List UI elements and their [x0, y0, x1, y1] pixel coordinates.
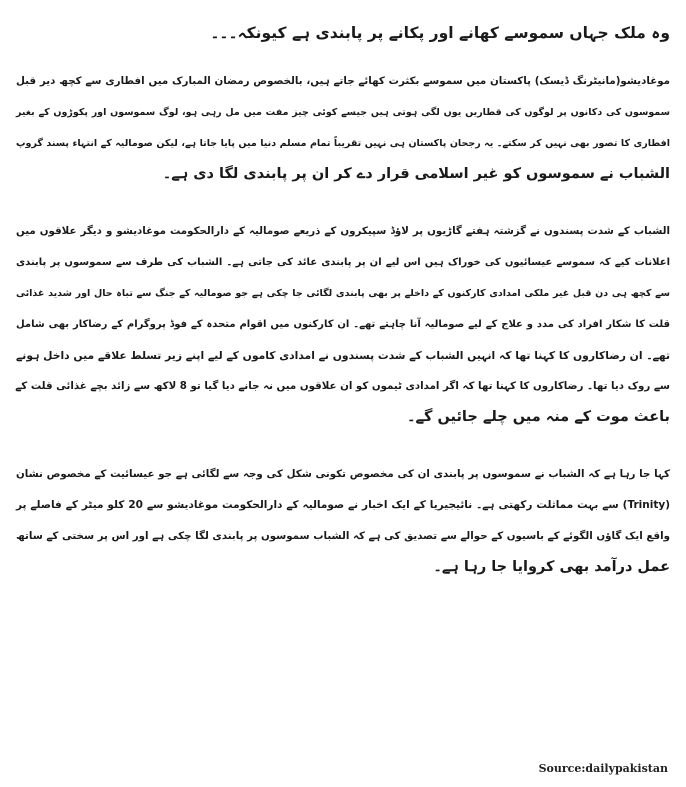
- paragraph-line: تھے۔ ان رضاکاروں کا کہنا تھا کہ انہیں الشباب کے شدت پسندوں نے امدادی کاموں کے لیے اپنے زیر تسلط علاقے میں داخل ہونے: [16, 349, 670, 362]
- paragraph-line: کہا جا رہا ہے کہ الشباب نے سموسوں پر پابندی ان کی مخصوص تکونی شکل کی وجہ سے لگائی ہے جو عیسائیت کے مخصوص نشان: [16, 468, 670, 480]
- paragraph-line: اعلانات کیے کہ سموسے عیسائیوں کی خوراک ہیں اس لیے ان پر پابندی عائد کی جاتی ہے۔ الشباب کی طرف سے سموسوں پر پابندی: [16, 257, 670, 268]
- paragraph-line: قلت کا شکار افراد کی مدد و علاج کے لیے صومالیہ آنا چاہتے تھے۔ ان کارکنوں میں اقوام متحدہ کے فوڈ پروگرام کے رضاکار بھی شامل: [16, 319, 670, 330]
- paragraph-line: باعث موت کے منہ میں چلے جائیں گے۔: [407, 409, 670, 425]
- paragraph-line: واقع ایک گاؤں الگوئے کے باسیوں کے حوالے سے تصدیق کی ہے کہ الشباب سموسوں پر پابندی لگا چکی ہے اور اس پر سختی کے ساتھ: [16, 530, 670, 542]
- paragraph-line: (Trinity) سے بہت مماثلت رکھتی ہے۔ نائیجیریا کے ایک اخبار نے صومالیہ کے دارالحکومت موغادیشو سے 20 کلو میٹر کے فاصلے پر: [16, 499, 670, 511]
- article-paragraph-3: [16, 459, 670, 583]
- paragraph-line: سے روک دیا تھا۔ رضاکاروں کا کہنا تھا کہ اگر امدادی ٹیموں کو ان علاقوں میں نہ جانے دیا گیا تو 8 لاکھ سے زائد بچے غذائی قلت کے: [15, 380, 670, 392]
- article-paragraph-1: [16, 66, 670, 190]
- paragraph-line: الشباب نے سموسوں کو غیر اسلامی قرار دے کر ان پر پابندی لگا دی ہے۔: [162, 166, 670, 182]
- paragraph-line: سے کچھ ہی دن قبل غیر ملکی امدادی کارکنوں کے داخلے پر بھی پابندی لگائی جا چکی ہے جو صومالیہ کے جنگ سے تباہ حال اور شدید غذائی: [16, 288, 670, 299]
- source-credit: Source:dailypakistan: [538, 762, 668, 775]
- paragraph-line: افطاری کا تصور بھی نہیں کر سکتے۔ یہ رجحان پاکستان ہی نہیں تقریباً تمام مسلم دنیا میں پایا جاتا ہے، لیکن صومالیہ کے انتہاء پسند گروپ: [16, 138, 670, 149]
- paragraph-line: عمل درآمد بھی کروایا جا رہا ہے۔: [433, 559, 670, 575]
- paragraph-line: الشباب کے شدت پسندوں نے گزشتہ ہفتے گاڑیوں پر لاؤڈ سپیکروں کے ذریعے صومالیہ کے دارالحکومت موغادیشو و دیگر علاقوں میں: [16, 225, 670, 237]
- article-headline: وہ ملک جہاں سموسے کھانے اور پکانے پر پابندی ہے کیونکہ۔۔۔: [210, 24, 670, 42]
- article-paragraph-2: [16, 216, 670, 433]
- paragraph-line: سموسوں کی دکانوں پر لوگوں کی قطاریں یوں لگی ہوتی ہیں جیسے کوئی چیز مفت میں مل رہی ہو، لوگ سموسوں اور پکوڑوں کے بغیر: [16, 107, 670, 118]
- paragraph-line: موغادیشو(مانیٹرنگ ڈیسک) پاکستان میں سموسے بکثرت کھائے جاتے ہیں، بالخصوص رمضان المبارک میں افطاری سے کچھ دیر قبل: [16, 75, 670, 87]
